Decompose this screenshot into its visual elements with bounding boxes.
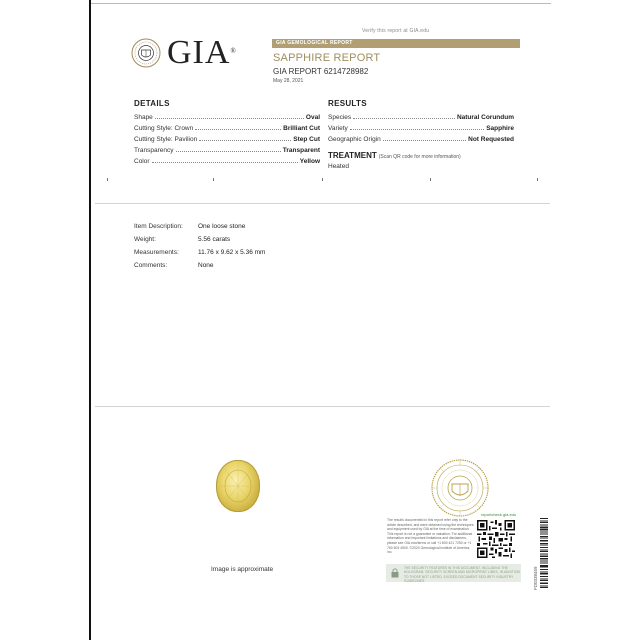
lock-icon	[390, 567, 400, 578]
treatment-note: (Scan QR code for more information)	[378, 154, 461, 160]
dot-leader	[152, 162, 298, 163]
description-value: 11.76 x 9.62 x 5.36 mm	[198, 249, 266, 256]
dot-leader	[176, 151, 281, 152]
description-list	[134, 220, 265, 272]
treatment-value: Heated	[328, 163, 349, 170]
description-value: One loose stone	[198, 223, 246, 230]
list-row	[134, 121, 320, 132]
row-label: Cutting Style: Pavilion	[134, 136, 198, 143]
fold-line	[95, 406, 550, 407]
details-list	[134, 110, 320, 165]
description-value: 5.56 carats	[198, 236, 231, 243]
dot-leader	[195, 129, 281, 130]
gia-wordmark: GIA®	[167, 34, 237, 71]
dot-leader	[155, 118, 304, 119]
list-row	[134, 132, 320, 143]
description-row	[134, 233, 265, 246]
dot-leader	[353, 118, 455, 119]
treatment-heading: TREATMENT (Scan QR code for more information)	[328, 151, 461, 160]
row-value: Transparent	[282, 147, 320, 154]
verify-text: Verify this report at GIA.edu	[362, 28, 430, 34]
image-caption: Image is approximate	[211, 566, 274, 573]
page-left-edge	[89, 0, 91, 640]
description-label: Weight:	[134, 236, 156, 243]
gemstone-facets-icon	[216, 460, 260, 512]
list-row	[134, 143, 320, 154]
results-heading: RESULTS	[328, 99, 367, 108]
row-label: Transparency	[134, 147, 174, 154]
row-value: Sapphire	[486, 125, 514, 132]
description-row	[134, 246, 265, 259]
list-row	[328, 132, 514, 143]
fold-line	[95, 203, 550, 204]
report-banner: GIA GEMOLOGICAL REPORT	[272, 39, 520, 48]
barcode-icon	[540, 518, 548, 588]
description-label: Measurements:	[134, 249, 179, 256]
description-value: None	[198, 262, 214, 269]
gia-hologram-seal-icon	[430, 458, 490, 518]
dot-leader	[350, 129, 484, 130]
results-list	[328, 110, 514, 143]
row-label: Geographic Origin	[328, 136, 381, 143]
dot-leader	[383, 140, 466, 141]
list-row	[328, 121, 514, 132]
security-text: THE SECURITY FEATURES IN THIS DOCUMENT, INCLUDING THE HOLOGRAM, SECURITY SCREEN AND MICROPRINT LINES, IN ADDITION TO THOSE NOT LISTED, EXCEED DOCUMENT SECURITY INDUSTRY GUIDELINES.	[404, 566, 520, 583]
row-value: Natural Corundum	[456, 114, 514, 121]
row-value: Brilliant Cut	[283, 125, 320, 132]
gia-logo	[131, 34, 237, 71]
description-label: Comments:	[134, 262, 168, 269]
page-top-edge	[91, 3, 551, 4]
row-label: Cutting Style: Crown	[134, 125, 194, 132]
report-id-vertical: FD0338459	[533, 566, 538, 590]
list-row	[328, 110, 514, 121]
description-row	[134, 259, 265, 272]
row-value: Yellow	[299, 158, 320, 165]
report-type-title: SAPPHIRE REPORT	[273, 52, 381, 64]
row-value: Not Requested	[468, 136, 514, 143]
dot-leader	[199, 140, 291, 141]
report-number: GIA REPORT 6214728982	[273, 67, 369, 76]
row-value: Step Cut	[293, 136, 320, 143]
row-label: Variety	[328, 125, 348, 132]
row-label: Shape	[134, 114, 153, 121]
row-label: Color	[134, 158, 150, 165]
row-label: Species	[328, 114, 352, 121]
disclaimer-text: The results documented in this report refer only to the article described, and were obtained using the techniques and equipment used by GIA at the time of examination. This report is not a guarantee or valuation. For additional information and important limitations and disclaimers, please see GIA.edu/terms or call +1 800 421 7250 or +1 760 603 4500. ©2020 Gemological Institute of America, Inc.	[387, 518, 474, 555]
list-row	[134, 110, 320, 121]
description-label: Item Description:	[134, 223, 183, 230]
row-value: Oval	[305, 114, 320, 121]
list-row	[134, 154, 320, 165]
description-row	[134, 220, 265, 233]
reportcheck-link[interactable]: reportcheck.gia.edu	[481, 512, 517, 517]
details-heading: DETAILS	[134, 99, 170, 108]
gia-seal-icon	[131, 38, 161, 68]
report-date: May 28, 2021	[273, 78, 304, 84]
qr-code-icon[interactable]	[477, 520, 515, 558]
